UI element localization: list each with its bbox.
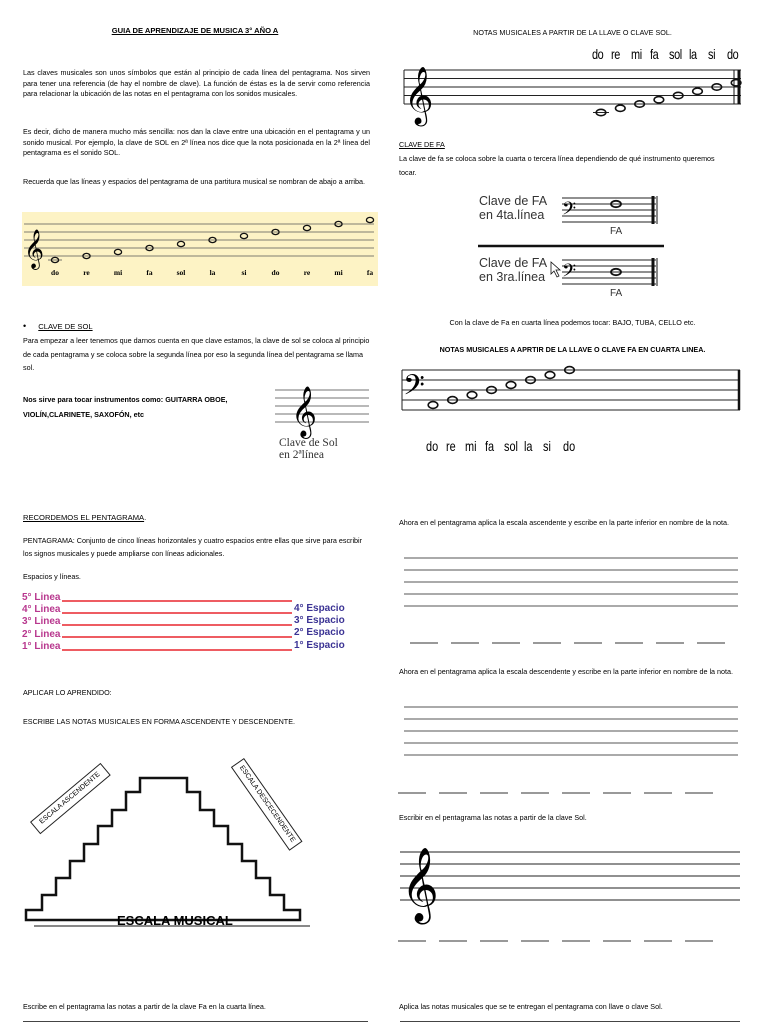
linea-2-label: 2° Linea bbox=[22, 628, 61, 640]
yellow-note-label: do bbox=[51, 268, 59, 277]
yellow-note-label: la bbox=[209, 268, 216, 277]
treble-clef-icon: 𝄞 bbox=[401, 848, 439, 922]
clave-sol-instruments: Nos sirve para tocar instrumentos como: GUITARRA OBOE, VIOLÍN,CLARINETE, SAXOFÓN, etc bbox=[23, 395, 228, 419]
clave-sol-heading: CLAVE DE SOL bbox=[38, 322, 93, 331]
exercise-staff-sol-svg bbox=[400, 832, 740, 920]
fa-box2-line2: en 3ra.línea bbox=[479, 269, 546, 284]
fa-box2-line1: Clave de FA bbox=[479, 256, 548, 270]
fa-scale-image bbox=[400, 360, 745, 460]
escala-ascendente-label: ESCALA ASCENDENTE bbox=[30, 763, 111, 834]
right-bottom-instruction: Aplica las notas musicales que se te entregan el pentagrama con llave o clave Sol. bbox=[399, 1002, 663, 1011]
espacio-1-label: 1° Espacio bbox=[294, 639, 345, 651]
fa-note-name: la bbox=[523, 438, 533, 454]
yellow-note-label: sol bbox=[176, 268, 186, 277]
sol-note-name: re bbox=[611, 46, 621, 62]
recordemos-heading: RECORDEMOS EL PENTAGRAMA bbox=[23, 513, 145, 522]
treble-clef-icon: 𝄞 bbox=[404, 66, 434, 124]
sol-note-name: la bbox=[688, 46, 697, 62]
fa-box1-caption bbox=[479, 195, 547, 222]
sol-staff-svg bbox=[400, 46, 745, 136]
note-head bbox=[366, 217, 373, 222]
ascendente-instruction: Ahora en el pentagrama aplica la escala ascendente y escribe en la parte inferior en nombre de la nota. bbox=[399, 518, 730, 527]
note-head bbox=[693, 88, 703, 94]
descendente-instruction: Ahora en el pentagrama aplica la escala descendente y escribe en la parte inferior en nombre de la nota. bbox=[399, 667, 734, 676]
linea-1-label: 1° Linea bbox=[22, 640, 61, 652]
espacio-3-label: 3° Espacio bbox=[294, 615, 345, 627]
yellow-note-label: do bbox=[271, 268, 280, 277]
clave-sol-heading-row bbox=[23, 320, 93, 333]
fa-note-name: re bbox=[445, 438, 456, 454]
sol-scale-image bbox=[400, 46, 745, 136]
intro-paragraph-3: Recuerda que las líneas y espacios del pentagrama de una partitura musical se nombran de abajo a arriba. bbox=[23, 177, 366, 186]
yellow-note-label: re bbox=[83, 268, 90, 277]
escala-descendente-label: ESCALA DESCECENDENTE bbox=[231, 758, 303, 851]
linea-4-label: 4° Linea bbox=[22, 604, 61, 616]
lines-spaces-diagram bbox=[22, 592, 357, 658]
fa-box1-line2: en 4ta.línea bbox=[479, 207, 545, 222]
sol-note-name: mi bbox=[630, 46, 642, 62]
sol-note-name: fa bbox=[649, 46, 659, 62]
exercise-staff-ascendente-svg bbox=[404, 556, 738, 608]
left-bottom-staff-line bbox=[23, 1021, 368, 1022]
clave-sol-caption-line1: Clave de Sol bbox=[279, 437, 338, 449]
answer-blanks-sol-svg bbox=[398, 938, 718, 944]
yellow-staff-svg bbox=[22, 212, 378, 286]
answer-blanks-ascendente-svg bbox=[410, 640, 730, 646]
left-bottom-instruction: Escribe en el pentagrama las notas a partir de la clave Fa en la cuarta línea. bbox=[23, 1002, 266, 1011]
fa-staff-svg bbox=[400, 360, 745, 430]
espacios-lineas-label: Espacios y líneas. bbox=[23, 572, 81, 581]
bass-clef-icon: 𝄢 bbox=[403, 369, 425, 409]
linea-5-label: 5° Linea bbox=[22, 592, 61, 603]
espacios-labels bbox=[294, 603, 345, 652]
fa-box2-caption bbox=[479, 257, 547, 284]
fa-box1-note: FA bbox=[610, 226, 623, 237]
right-bottom-staff-line bbox=[400, 1021, 740, 1022]
yellow-note-label: fa bbox=[366, 268, 374, 277]
intro-paragraph-1: Las claves musicales son unos símbolos que están al principio de cada línea del pentagrama. Nos sirven para tener una referencia (de hay el nombre de clave). La función de éstas es la de servir como referencia para relacionar la ubicación de las notas en el pentagrama con los sonidos musicales. bbox=[23, 68, 370, 98]
fa-note-name: si bbox=[543, 438, 551, 454]
fa-note-name: sol bbox=[504, 438, 518, 454]
clave-fa-text: La clave de fa se coloca sobre la cuarta o tercera línea dependiendo de qué instrumento queremos tocar. bbox=[399, 154, 715, 177]
intro-paragraph-2: Es decir, dicho de manera mucho más sencilla: nos dan la clave entre una ubicación en el pentagrama y un sonido musical. Por ejemplo, la clave de SOL en 2ª línea nos dice que la nota posicionada en la 2ª línea del pentagrama es el sonido SOL. bbox=[23, 127, 370, 157]
note-head bbox=[428, 402, 438, 409]
recordemos-heading-row bbox=[23, 512, 146, 524]
note-head bbox=[654, 97, 664, 103]
escala-musical-image bbox=[22, 760, 322, 940]
clave-sol-text: Para empezar a leer tenemos que darnos cuenta en que clave estamos, la clave de sol se coloca al principio de cada pentagrama y se coloca sobre la segunda línea por eso la segunda línea del pentagrama se llama sol. bbox=[23, 336, 370, 372]
fa-note-name: fa bbox=[484, 438, 494, 454]
sol-note-name: do bbox=[727, 46, 739, 62]
cursor-arrow-icon bbox=[551, 262, 560, 277]
sol-note-name: do bbox=[592, 46, 604, 62]
fa-note-names bbox=[400, 438, 745, 458]
clave-sol-caption bbox=[279, 437, 338, 461]
yellow-staff-image bbox=[22, 212, 378, 286]
note-head bbox=[545, 372, 555, 379]
fa-box1-line1: Clave de FA bbox=[479, 194, 548, 208]
recordemos-heading-dot: . bbox=[144, 513, 147, 522]
note-head bbox=[467, 392, 477, 399]
yellow-note-label: si bbox=[241, 268, 247, 277]
escribir-sol-instruction: Escribir en el pentagrama las notas a partir de la clave Sol. bbox=[399, 813, 587, 822]
espacio-2-label: 2° Espacio bbox=[294, 627, 345, 639]
notas-sol-title: NOTAS MUSICALES A PARTIR DE LA LLAVE O CLAVE SOL. bbox=[473, 28, 672, 37]
sol-note-name: sol bbox=[669, 46, 682, 62]
clave-sol-caption-line2: en 2ªlínea bbox=[279, 449, 325, 461]
escala-musical-label: ESCALA MUSICAL bbox=[117, 913, 233, 928]
note-head bbox=[114, 249, 121, 254]
fa-instruments: Con la clave de Fa en cuarta línea podemos tocar: BAJO, TUBA, CELLO etc. bbox=[449, 318, 696, 327]
page-title: GUIA DE APRENDIZAJE DE MUSICA 3° AÑO A bbox=[111, 26, 279, 35]
exercise-staff-ascendente bbox=[404, 556, 738, 608]
aplicar-heading: APLICAR LO APRENDIDO: bbox=[23, 688, 112, 697]
fa-box2-note: FA bbox=[610, 288, 623, 299]
note-head bbox=[506, 382, 516, 389]
yellow-note-label: re bbox=[303, 268, 311, 277]
espacio-4-label: 4° Espacio bbox=[294, 603, 345, 614]
note-head bbox=[177, 241, 184, 246]
note-head bbox=[303, 225, 310, 230]
fa-note-name: mi bbox=[465, 438, 477, 454]
sol-note-name: si bbox=[707, 46, 715, 62]
treble-clef-icon: 𝄞 bbox=[24, 229, 45, 269]
bass-clef-icon: 𝄢 bbox=[562, 199, 577, 224]
pentagrama-definition: PENTAGRAMA: Conjunto de cinco líneas horizontales y cuatro espacios entre ellas que sirve para escribir los signos musicales y puede ampliarse con líneas adicionales. bbox=[23, 536, 363, 558]
clave-fa-heading: CLAVE DE FA bbox=[399, 140, 445, 149]
exercise-staff-descendente-svg bbox=[404, 705, 738, 757]
treble-clef-icon: 𝄞 bbox=[291, 386, 318, 437]
linea-3-label: 3° Linea bbox=[22, 616, 61, 628]
yellow-note-label: mi bbox=[113, 268, 123, 277]
clave-fa-image bbox=[476, 190, 666, 300]
bullet-icon: • bbox=[23, 321, 27, 331]
fa-note-name: do bbox=[562, 438, 575, 454]
note-head bbox=[240, 233, 247, 238]
escribe-notas-instruction: ESCRIBE LAS NOTAS MUSICALES EN FORMA ASCENDENTE Y DESCENDENTE. bbox=[23, 717, 295, 726]
yellow-note-label: fa bbox=[146, 268, 153, 277]
bass-clef-icon: 𝄢 bbox=[562, 261, 577, 286]
answer-blanks-descendente-svg bbox=[398, 790, 718, 796]
exercise-staff-descendente bbox=[404, 705, 738, 757]
exercise-staff-sol bbox=[400, 832, 740, 920]
yellow-note-label: mi bbox=[334, 268, 343, 277]
lineas-labels bbox=[22, 592, 60, 653]
note-head bbox=[616, 105, 626, 111]
clave-sol-image bbox=[273, 388, 371, 466]
fa-note-name: do bbox=[426, 438, 439, 454]
notas-fa-title: NOTAS MUSICALES A APRTIR DE LA LLAVE O CLAVE FA EN CUARTA LINEA. bbox=[439, 345, 706, 354]
